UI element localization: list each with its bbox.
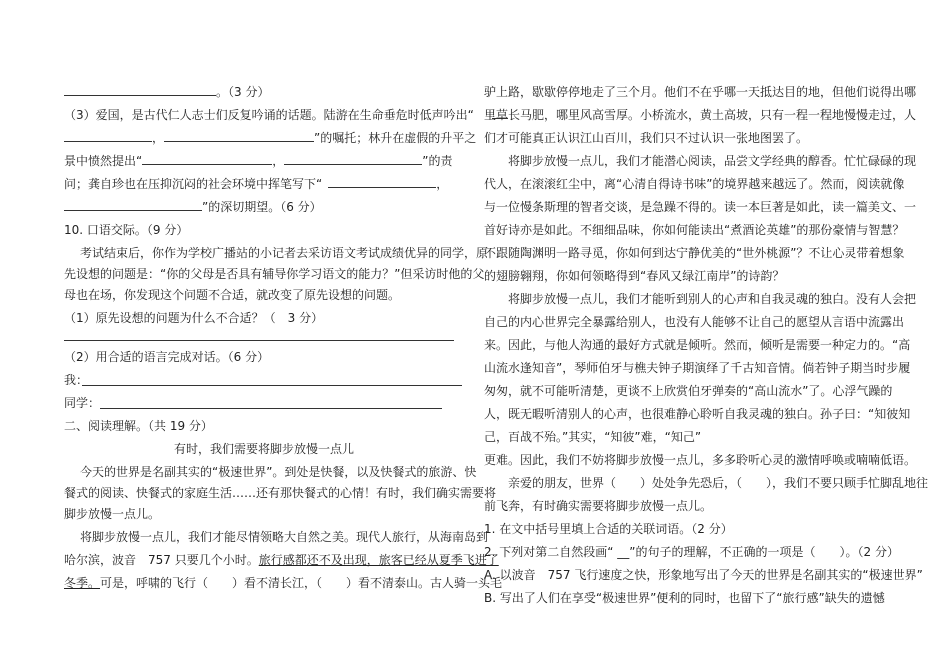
blank[interactable] [64,199,202,211]
passage-text: 匆匆，就不可能听清楚，更谈不上欣赏伯牙弹奏的“高山流水”了。心浮气躁的 [484,384,893,398]
reading-question-2: 2. 下列对第二自然段画“ __”的句子的理解，不正确的一项是（ ）。（2 分） [484,545,899,559]
passage-para-5: 亲爱的朋友，世界（ ）处处争先恐后，（ ），我们不要只顾手忙脚乱地往 [508,476,929,490]
question-10-text: 先设想的问题是：“你的父母是否具有辅导你学习语文的能力？”但采访时他的父 [64,267,485,281]
passage-text: 自己的内心世界完全暴露给别人，也没有人能够不让自己的愿望从言语中流露出 [484,315,905,329]
dialogue-classmate-label: 同学： [64,396,101,410]
passage-para-1: 餐式的阅读、快餐式的家庭生活……还有那快餐式的心情！有时，我们确实需要将 [64,486,497,500]
passage-title: 有时，我们需要将脚步放慢一点儿 [173,442,354,456]
passage-text: 前飞奔，有时确实需要将脚步放慢一点儿。 [484,499,713,513]
option-b[interactable]: B. 写出了人们在享受“极速世界”便利的同时，也留下了“旅行感”缺失的遗憾 [484,591,885,605]
passage-text: 首好诗亦是如此。不细细品味，你如何能读出“煮酒论英雄”的那份豪情与智慧？ [484,223,905,237]
passage-para-2: 冬季。可是，呼啸的飞行（ ）看不清长江，（ ）看不清泰山。古人骑一头毛 [64,576,503,590]
passage-para-2: 将脚步放慢一点儿，我们才能尽情领略大自然之美。现代人旅行，从海南岛到 [80,530,489,544]
blank[interactable] [328,176,436,188]
option-a[interactable]: A. 以波音 757 飞行速度之快，形象地写出了今天的世界是名副其实的“极速世界” [484,568,923,582]
passage-para-1: 脚步放慢一点儿。 [64,507,161,521]
passage-text: 山流水逢知音”，琴师伯牙与樵夫钟子期演绎了千古知音情。倘若钟子期当时步履 [484,361,911,375]
question-9-3-blanks-2: 景中愤然提出“ ， ”的责 [64,154,453,168]
passage-text: 里草长马肥，哪里风高雪厚。小桥流水，黄土高坡，只有一程一程地慢慢走过，人 [484,108,917,122]
question-9-3-blanks-1: ， ”的嘱托；林升在虚假的升平之 [64,130,476,146]
question-10-1: （1）原先设想的问题为什么不合适？（ 3 分） [64,311,324,325]
blank[interactable] [284,153,422,165]
question-9-3-blanks-4: ”的深切期望。（6 分） [64,199,322,215]
passage-para-1: 今天的世界是名副其实的“极速世界”。到处是快餐，以及快餐式的旅游、快 [80,465,477,479]
passage-text: 与一位慢条斯理的智者交谈，是急躁不得的。读一本巨著是如此，读一篇美文、一 [484,200,917,214]
question-10-2: （2）用合适的语言完成对话。（6 分） [64,350,270,364]
passage-text: 驴上路，歇歇停停地走了三个月。他们不在乎哪一天抵达目的地，但他们说得出哪 [484,85,917,99]
passage-text: 代人，在滚滚红尘中，离“心清自得诗书味”的境界越来越远了。然而，阅读就像 [484,177,905,191]
underlined-sentence: 旅行感都还不及出现，旅客已经从夏季飞进了 [258,553,499,567]
passage-para-3: 将脚步放慢一点儿，我们才能潜心阅读，品尝文学经典的醇香。忙忙碌碌的现 [508,154,917,168]
passage-text: 的翅膀翱翔，你如何领略得到“春风又绿江南岸”的诗韵？ [484,269,785,283]
question-10-text: 母也在场，你发现这个问题不合适，就改变了原先设想的问题。 [64,288,401,302]
question-9-3-blanks-3: 问；龚自珍也在压抑沉闷的社会环境中挥笔写下“ ， [64,177,449,191]
question-10-text: 考试结束后，你作为学校广播站的小记者去采访语文考试成绩优异的同学，原 [80,246,489,260]
section-2-title: 二、阅读理解。（共 19 分） [64,419,213,433]
passage-para-4: 将脚步放慢一点儿，我们才能听到别人的心声和自我灵魂的独白。没有人会把 [508,292,917,306]
passage-text: 己，百战不殆。”其实，“知彼”难，“知己” [484,430,702,444]
passage-para-2: 哈尔滨，波音 757 只要几个小时。旅行感都还不及出现，旅客已经从夏季飞进了 [64,553,499,567]
blank[interactable] [142,153,272,165]
dialogue-me-label: 我： [64,373,89,387]
question-10-title: 10. 口语交际。（9 分） [64,223,189,237]
dialogue-classmate-line[interactable] [100,408,442,409]
reading-question-1: 1. 在文中括号里填上合适的关联词语。（2 分） [484,522,733,536]
dialogue-me-line[interactable] [82,385,462,386]
question-9-3-line: （3）爱国，是古代仁人志士们反复吟诵的话题。陆游在生命垂危时低声吟出“ [64,107,508,123]
passage-text: 人，既无暇听清别人的心声，也很难静心聆听自我灵魂的独白。孙子曰：“知彼知 [484,407,911,421]
passage-text: 不跟随陶渊明一路寻觅，你如何到达宁静优美的“世外桃源”？不让心灵带着想象 [484,246,905,260]
answer-line-10-1[interactable] [64,340,454,341]
passage-text: 们才可能真正认识江山百川，我们只不过认识一张地图罢了。 [484,131,809,145]
blank[interactable] [64,130,152,142]
passage-text: 更难。因此，我们不妨将脚步放慢一点儿，多多聆听心灵的激情呼唤或喃喃低语。 [484,453,917,467]
answer-line-1[interactable]: 。（3 分） [64,84,269,100]
blank[interactable] [164,130,314,142]
passage-text: 来。因此，与他人沟通的最好方式就是倾听。然而，倾听是需要一种定力的。“高 [484,338,911,352]
underlined-sentence: 冬季。 [64,576,101,590]
